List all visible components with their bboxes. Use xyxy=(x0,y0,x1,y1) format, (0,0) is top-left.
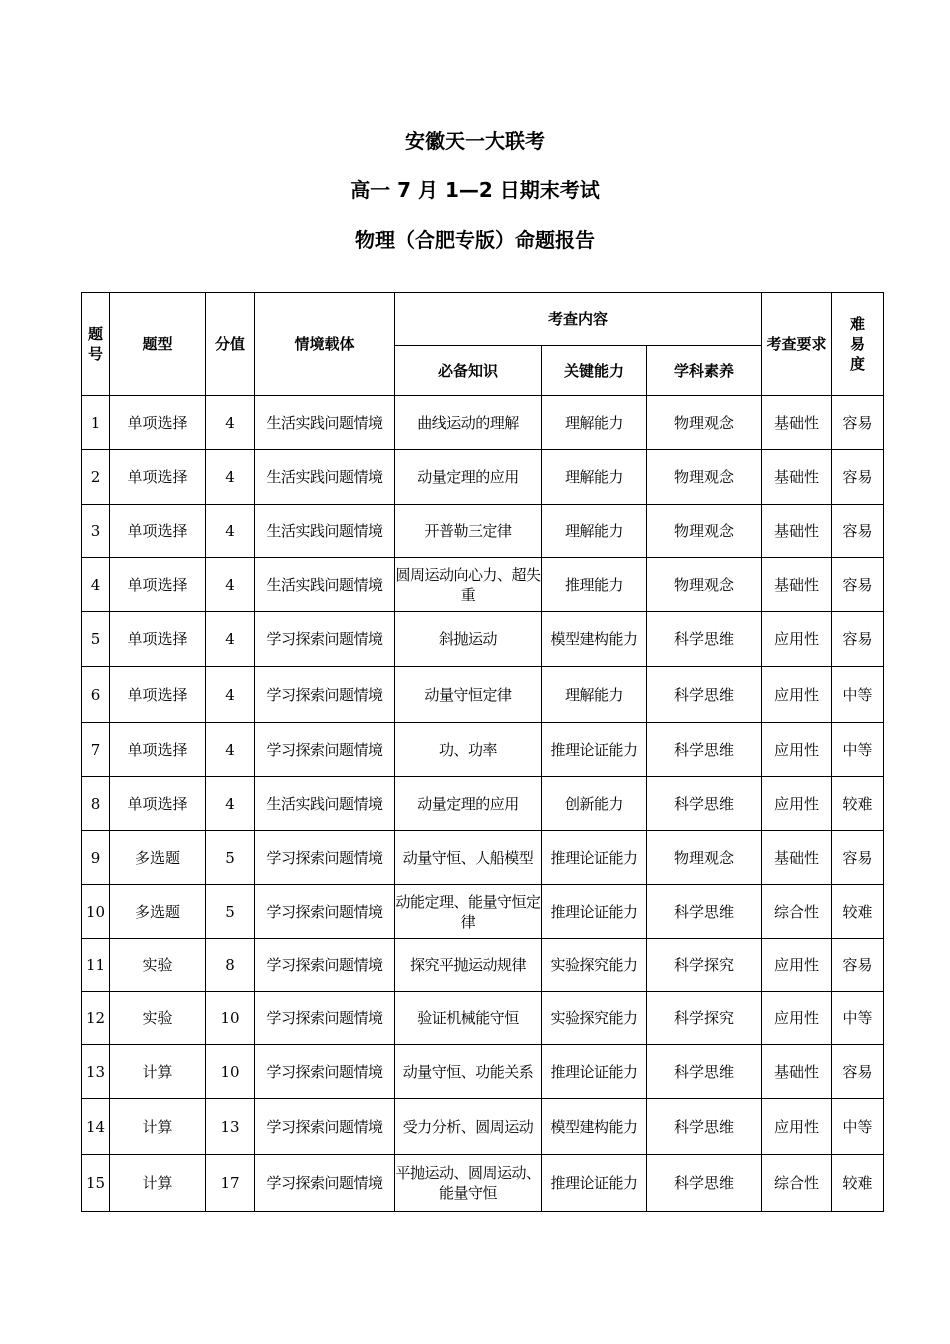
table-row xyxy=(82,1045,884,1099)
row-score: 4 xyxy=(206,558,255,612)
row-ability: 理解能力 xyxy=(542,505,647,558)
row-context: 学习探索问题情境 xyxy=(255,1045,395,1099)
row-context: 学习探索问题情境 xyxy=(255,992,395,1045)
row-type: 实验 xyxy=(110,939,206,992)
table-row xyxy=(82,1099,884,1155)
row-number: 15 xyxy=(82,1155,110,1212)
row-number: 11 xyxy=(82,939,110,992)
row-type: 计算 xyxy=(110,1045,206,1099)
row-ability: 推理论证能力 xyxy=(542,1155,647,1212)
table-row xyxy=(82,777,884,831)
row-type: 单项选择 xyxy=(110,558,206,612)
row-literacy: 物理观念 xyxy=(647,396,762,450)
row-ability: 实验探究能力 xyxy=(542,939,647,992)
row-difficulty: 容易 xyxy=(832,505,884,558)
table-row xyxy=(82,939,884,992)
header-difficulty-part1: 难 xyxy=(850,315,866,333)
row-literacy: 物理观念 xyxy=(647,450,762,505)
row-difficulty: 容易 xyxy=(832,558,884,612)
row-type: 实验 xyxy=(110,992,206,1045)
row-requirement: 应用性 xyxy=(762,723,832,777)
row-context: 生活实践问题情境 xyxy=(255,450,395,505)
table-row xyxy=(82,450,884,505)
row-literacy: 科学思维 xyxy=(647,723,762,777)
row-type: 多选题 xyxy=(110,885,206,939)
row-requirement: 基础性 xyxy=(762,831,832,885)
row-context: 生活实践问题情境 xyxy=(255,777,395,831)
row-literacy: 科学思维 xyxy=(647,667,762,723)
row-literacy: 科学思维 xyxy=(647,1155,762,1212)
row-context: 学习探索问题情境 xyxy=(255,723,395,777)
row-number: 14 xyxy=(82,1099,110,1155)
row-literacy: 科学探究 xyxy=(647,939,762,992)
row-context: 学习探索问题情境 xyxy=(255,1155,395,1212)
exam-report-table xyxy=(81,292,884,1212)
table-row xyxy=(82,505,884,558)
row-knowledge: 开普勒三定律 xyxy=(395,505,542,558)
row-requirement: 综合性 xyxy=(762,1155,832,1212)
table-row xyxy=(82,723,884,777)
row-difficulty: 较难 xyxy=(832,777,884,831)
row-type: 单项选择 xyxy=(110,505,206,558)
table-row xyxy=(82,667,884,723)
row-literacy: 科学思维 xyxy=(647,1045,762,1099)
row-knowledge: 功、功率 xyxy=(395,723,542,777)
row-score: 5 xyxy=(206,885,255,939)
row-requirement: 基础性 xyxy=(762,450,832,505)
row-literacy: 科学探究 xyxy=(647,992,762,1045)
row-requirement: 基础性 xyxy=(762,505,832,558)
row-score: 10 xyxy=(206,992,255,1045)
row-ability: 模型建构能力 xyxy=(542,1099,647,1155)
table-row xyxy=(82,992,884,1045)
row-knowledge: 验证机械能守恒 xyxy=(395,992,542,1045)
row-context: 学习探索问题情境 xyxy=(255,831,395,885)
row-requirement: 应用性 xyxy=(762,612,832,667)
row-context: 学习探索问题情境 xyxy=(255,667,395,723)
table-row xyxy=(82,558,884,612)
row-number: 12 xyxy=(82,992,110,1045)
row-type: 单项选择 xyxy=(110,667,206,723)
row-literacy: 物理观念 xyxy=(647,505,762,558)
row-ability: 理解能力 xyxy=(542,450,647,505)
row-score: 8 xyxy=(206,939,255,992)
row-number: 3 xyxy=(82,505,110,558)
header-difficulty xyxy=(832,293,884,396)
row-number: 13 xyxy=(82,1045,110,1099)
row-ability: 创新能力 xyxy=(542,777,647,831)
row-ability: 实验探究能力 xyxy=(542,992,647,1045)
row-literacy: 科学思维 xyxy=(647,885,762,939)
row-context: 生活实践问题情境 xyxy=(255,558,395,612)
row-difficulty: 较难 xyxy=(832,1155,884,1212)
row-knowledge: 斜抛运动 xyxy=(395,612,542,667)
row-ability: 推理论证能力 xyxy=(542,831,647,885)
row-type: 单项选择 xyxy=(110,723,206,777)
row-literacy: 物理观念 xyxy=(647,558,762,612)
header-number xyxy=(82,293,110,396)
row-score: 4 xyxy=(206,505,255,558)
row-type: 计算 xyxy=(110,1099,206,1155)
title-line-2: 高一 7 月 1—2 日期末考试 xyxy=(350,178,600,202)
row-requirement: 基础性 xyxy=(762,1045,832,1099)
row-score: 4 xyxy=(206,396,255,450)
row-knowledge: 动量守恒、人船模型 xyxy=(395,831,542,885)
table-row xyxy=(82,612,884,667)
row-difficulty: 中等 xyxy=(832,1099,884,1155)
row-type: 单项选择 xyxy=(110,612,206,667)
row-requirement: 基础性 xyxy=(762,558,832,612)
row-score: 5 xyxy=(206,831,255,885)
row-ability: 推理能力 xyxy=(542,558,647,612)
row-literacy: 物理观念 xyxy=(647,831,762,885)
row-type: 多选题 xyxy=(110,831,206,885)
row-literacy: 科学思维 xyxy=(647,777,762,831)
row-type: 单项选择 xyxy=(110,450,206,505)
row-requirement: 应用性 xyxy=(762,939,832,992)
row-difficulty: 容易 xyxy=(832,831,884,885)
header-difficulty-part3: 度 xyxy=(850,355,866,373)
row-score: 17 xyxy=(206,1155,255,1212)
row-requirement: 应用性 xyxy=(762,777,832,831)
row-requirement: 应用性 xyxy=(762,1099,832,1155)
row-score: 4 xyxy=(206,450,255,505)
row-knowledge: 动量定理的应用 xyxy=(395,450,542,505)
row-ability: 模型建构能力 xyxy=(542,612,647,667)
row-ability: 推理论证能力 xyxy=(542,723,647,777)
title-line-1: 安徽天一大联考 xyxy=(405,129,545,153)
row-difficulty: 较难 xyxy=(832,885,884,939)
row-context: 学习探索问题情境 xyxy=(255,612,395,667)
row-difficulty: 容易 xyxy=(832,396,884,450)
row-difficulty: 中等 xyxy=(832,667,884,723)
header-context: 情境载体 xyxy=(255,293,395,396)
row-knowledge: 曲线运动的理解 xyxy=(395,396,542,450)
row-difficulty: 中等 xyxy=(832,992,884,1045)
row-knowledge: 动量定理的应用 xyxy=(395,777,542,831)
row-literacy: 科学思维 xyxy=(647,1099,762,1155)
row-knowledge: 探究平抛运动规律 xyxy=(395,939,542,992)
row-requirement: 基础性 xyxy=(762,396,832,450)
header-difficulty-part2: 易 xyxy=(850,335,866,353)
row-knowledge: 受力分析、圆周运动 xyxy=(395,1099,542,1155)
row-number: 4 xyxy=(82,558,110,612)
row-number: 10 xyxy=(82,885,110,939)
row-knowledge: 平抛运动、圆周运动、能量守恒 xyxy=(395,1155,542,1212)
row-knowledge: 动能定理、能量守恒定律 xyxy=(395,885,542,939)
row-knowledge: 动量守恒、功能关系 xyxy=(395,1045,542,1099)
row-type: 单项选择 xyxy=(110,396,206,450)
row-ability: 理解能力 xyxy=(542,396,647,450)
row-context: 生活实践问题情境 xyxy=(255,505,395,558)
row-literacy: 科学思维 xyxy=(647,612,762,667)
row-difficulty: 容易 xyxy=(832,450,884,505)
title-line-3: 物理（合肥专版）命题报告 xyxy=(355,228,595,252)
header-type: 题型 xyxy=(110,293,206,396)
row-score: 4 xyxy=(206,777,255,831)
row-number: 6 xyxy=(82,667,110,723)
header-knowledge: 必备知识 xyxy=(395,346,542,396)
row-knowledge: 动量守恒定律 xyxy=(395,667,542,723)
header-score: 分值 xyxy=(206,293,255,396)
row-context: 学习探索问题情境 xyxy=(255,939,395,992)
row-knowledge: 圆周运动向心力、超失重 xyxy=(395,558,542,612)
table-row xyxy=(82,396,884,450)
table-row xyxy=(82,831,884,885)
row-number: 7 xyxy=(82,723,110,777)
row-score: 4 xyxy=(206,667,255,723)
header-literacy: 学科素养 xyxy=(647,346,762,396)
header-number-part2: 号 xyxy=(87,345,103,363)
row-number: 9 xyxy=(82,831,110,885)
row-type: 计算 xyxy=(110,1155,206,1212)
row-score: 13 xyxy=(206,1099,255,1155)
header-content-group: 考查内容 xyxy=(395,293,762,346)
row-score: 4 xyxy=(206,723,255,777)
row-number: 5 xyxy=(82,612,110,667)
row-requirement: 应用性 xyxy=(762,992,832,1045)
row-context: 生活实践问题情境 xyxy=(255,396,395,450)
row-context: 学习探索问题情境 xyxy=(255,1099,395,1155)
table-row xyxy=(82,1155,884,1212)
row-ability: 理解能力 xyxy=(542,667,647,723)
row-number: 1 xyxy=(82,396,110,450)
row-context: 学习探索问题情境 xyxy=(255,885,395,939)
table-row xyxy=(82,885,884,939)
row-number: 2 xyxy=(82,450,110,505)
row-difficulty: 容易 xyxy=(832,1045,884,1099)
row-difficulty: 中等 xyxy=(832,723,884,777)
row-score: 4 xyxy=(206,612,255,667)
row-ability: 推理论证能力 xyxy=(542,1045,647,1099)
header-requirement: 考查要求 xyxy=(762,293,832,396)
header-ability: 关键能力 xyxy=(542,346,647,396)
row-requirement: 综合性 xyxy=(762,885,832,939)
row-number: 8 xyxy=(82,777,110,831)
row-type: 单项选择 xyxy=(110,777,206,831)
row-score: 10 xyxy=(206,1045,255,1099)
header-number-part1: 题 xyxy=(87,325,103,343)
row-difficulty: 容易 xyxy=(832,612,884,667)
row-requirement: 应用性 xyxy=(762,667,832,723)
row-difficulty: 容易 xyxy=(832,939,884,992)
row-ability: 推理论证能力 xyxy=(542,885,647,939)
